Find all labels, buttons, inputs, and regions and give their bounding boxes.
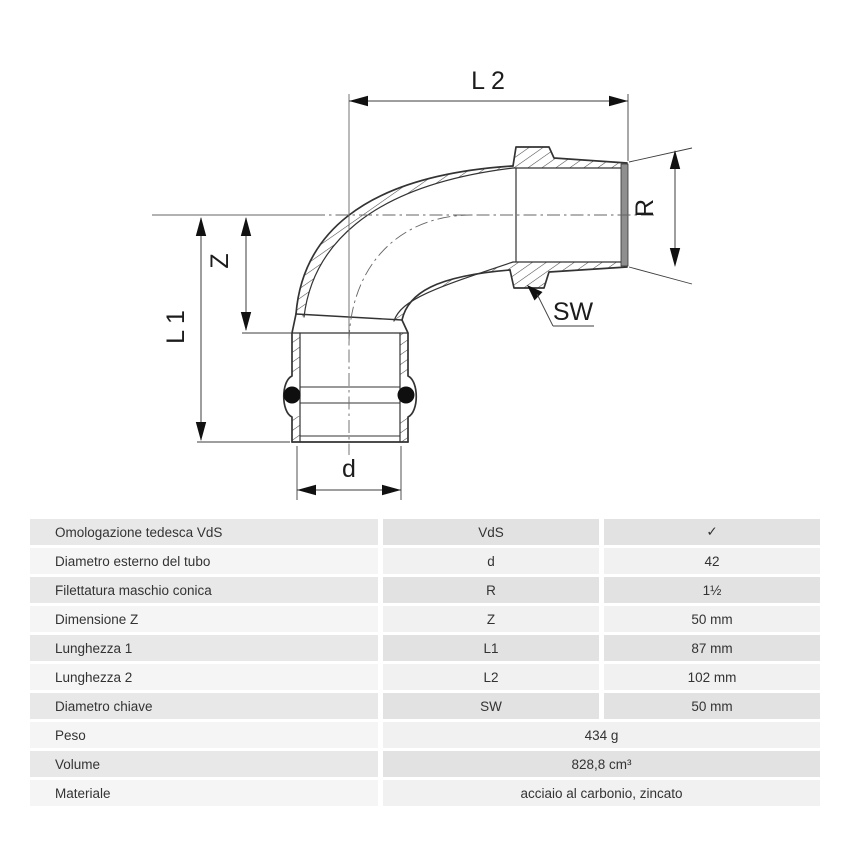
spec-symbol: L1	[383, 635, 599, 661]
spec-symbol: SW	[383, 693, 599, 719]
dimension-l2	[349, 67, 628, 161]
spec-table	[30, 519, 820, 809]
wall-hatching	[292, 147, 627, 442]
dim-label-l1: L 1	[162, 310, 190, 344]
spec-value: acciaio al carbonio, zincato	[383, 780, 820, 806]
spec-property-name: Diametro chiave	[30, 693, 378, 719]
dimension-l1	[162, 217, 290, 442]
spec-value: 828,8 cm³	[383, 751, 820, 777]
spec-row	[30, 548, 820, 574]
dim-label-sw: SW	[552, 298, 594, 326]
o-ring-seal-right	[398, 387, 415, 404]
spec-property-name: Dimensione Z	[30, 606, 378, 632]
dimension-r	[629, 148, 692, 284]
dimension-d	[297, 446, 401, 500]
dim-label-d: d	[342, 455, 356, 483]
spec-value: 102 mm	[604, 664, 820, 690]
spec-row	[30, 693, 820, 719]
spec-property-name: Materiale	[30, 780, 378, 806]
spec-value: 434 g	[383, 722, 820, 748]
spec-value: 87 mm	[604, 635, 820, 661]
spec-value: ✓	[604, 519, 820, 545]
spec-property-name: Diametro esterno del tubo	[30, 548, 378, 574]
spec-property-name: Peso	[30, 722, 378, 748]
spec-symbol: VdS	[383, 519, 599, 545]
spec-symbol: L2	[383, 664, 599, 690]
spec-property-name: Omologazione tedesca VdS	[30, 519, 378, 545]
spec-row	[30, 577, 820, 603]
spec-row	[30, 606, 820, 632]
spec-value: 42	[604, 548, 820, 574]
spec-row	[30, 635, 820, 661]
spec-row	[30, 722, 820, 748]
dim-label-r: R	[631, 198, 659, 218]
spec-property-name: Lunghezza 2	[30, 664, 378, 690]
dimension-sw	[527, 285, 594, 326]
spec-row	[30, 780, 820, 806]
spec-property-name: Lunghezza 1	[30, 635, 378, 661]
press-socket-outline	[284, 314, 417, 442]
dim-label-l2: L 2	[471, 67, 505, 95]
spec-row	[30, 519, 820, 545]
elbow-fitting	[284, 147, 629, 442]
spec-value: 50 mm	[604, 606, 820, 632]
dimensions	[162, 67, 692, 500]
spec-property-name: Volume	[30, 751, 378, 777]
spec-symbol: R	[383, 577, 599, 603]
spec-symbol: d	[383, 548, 599, 574]
spec-row	[30, 751, 820, 777]
o-ring-seal-left	[284, 387, 301, 404]
dim-label-z: Z	[206, 253, 234, 269]
spec-symbol: Z	[383, 606, 599, 632]
spec-property-name: Filettatura maschio conica	[30, 577, 378, 603]
spec-value: 1½	[604, 577, 820, 603]
dimension-z	[206, 217, 292, 333]
spec-value: 50 mm	[604, 693, 820, 719]
spec-row	[30, 664, 820, 690]
